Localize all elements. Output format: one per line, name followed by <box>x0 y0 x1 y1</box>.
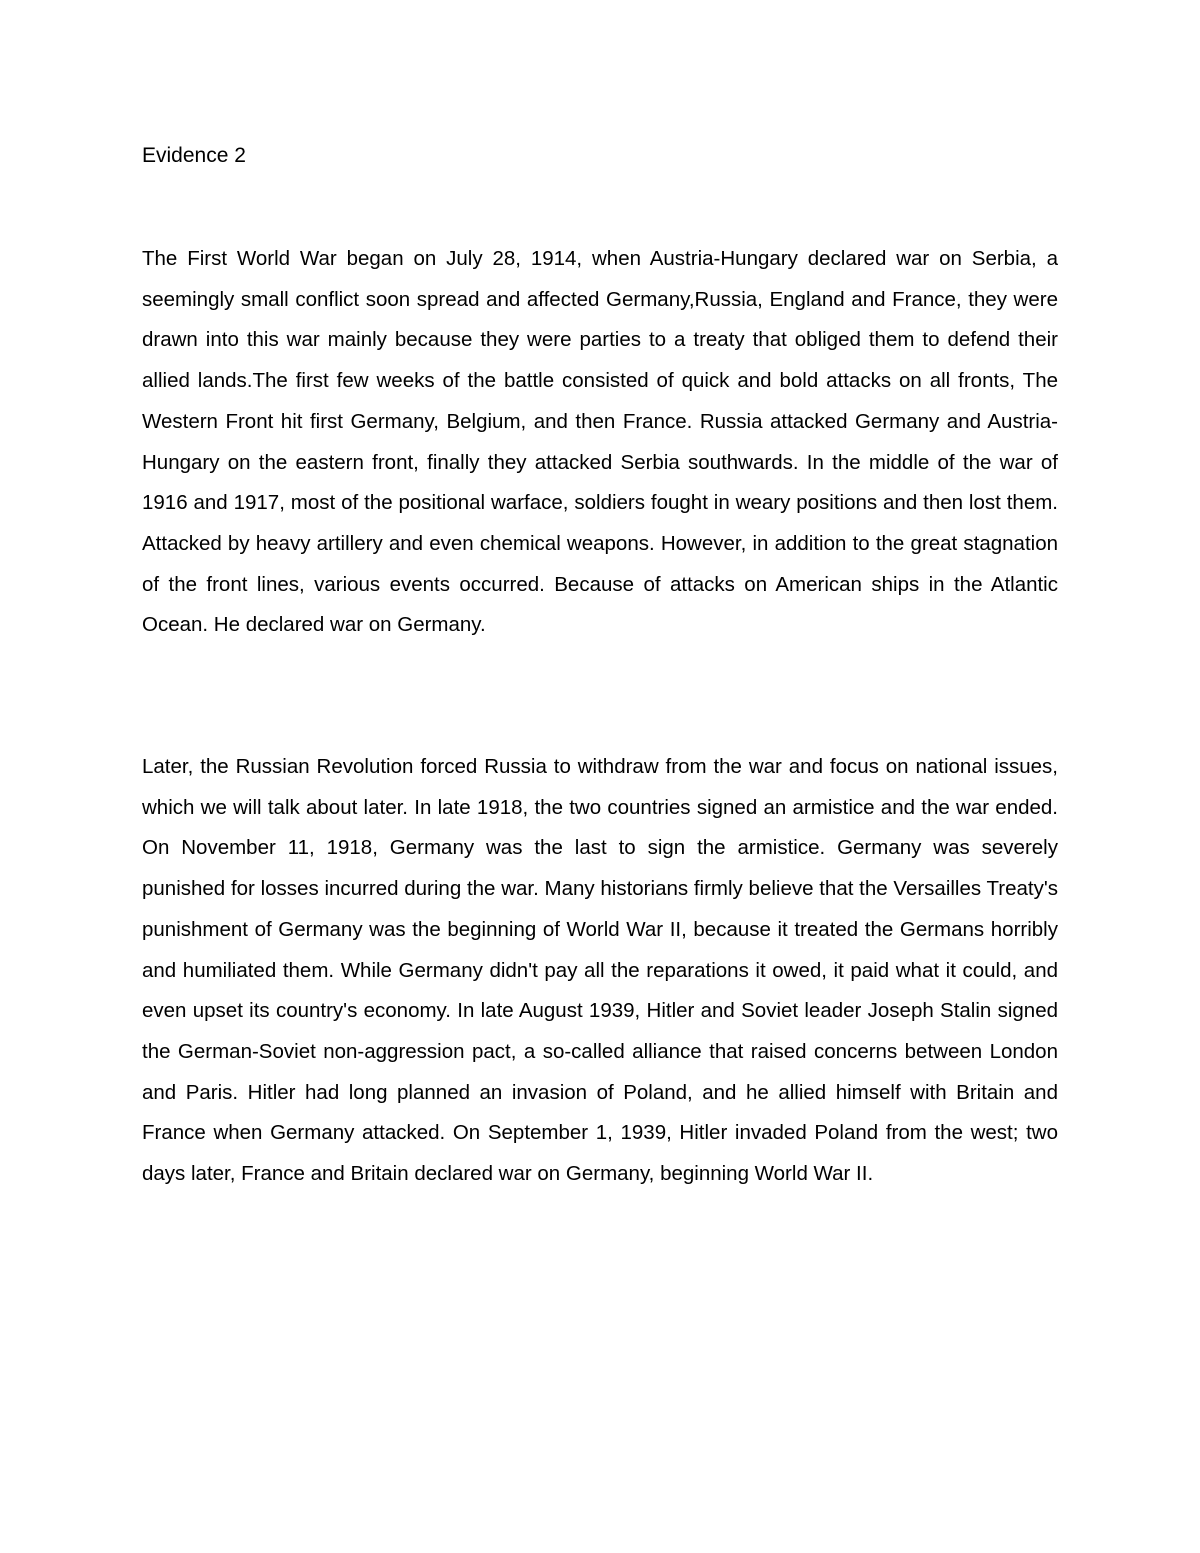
paragraph-first-world-war: The First World War began on July 28, 1914, when Austria-Hungary declared war on Serbia, a seemingly small conflict soon spread and affected Germany,Russia, England and France, they were drawn into this war mainly because they were parties to a treaty that obliged them to defend their allied lands.The first few weeks of the battle consisted of quick and bold attacks on all fronts, The Western Front hit first Germany, Belgium, and then France. Russia attacked Germany and Austria-Hungary on the eastern front, finally they attacked Serbia southwards. In the middle of the war of 1916 and 1917, most of the positional warface, soldiers fought in weary positions and then lost them. Attacked by heavy artillery and even chemical weapons. However, in addition to the great stagnation of the front lines, various events occurred. Because of attacks on American ships in the Atlantic Ocean. He declared war on Germany. <box>142 247 1058 637</box>
paragraph-aftermath-ww2: Later, the Russian Revolution forced Russia to withdraw from the war and focus on national issues, which we will talk about later. In late 1918, the two countries signed an armistice and the war ended. On November 11, 1918, Germany was the last to sign the armistice. Germany was severely punished for losses incurred during the war. Many historians firmly believe that the Versailles Treaty's punishment of Germany was the beginning of World War II, because it treated the Germans horribly and humiliated them. While Germany didn't pay all the reparations it owed, it paid what it could, and even upset its country's economy. In late August 1939, Hitler and Soviet leader Joseph Stalin signed the German-Soviet non-aggression pact, a so-called alliance that raised concerns between London and Paris. Hitler had long planned an invasion of Poland, and he allied himself with Britain and France when Germany attacked. On September 1, 1939, Hitler invaded Poland from the west; two days later, France and Britain declared war on Germany, beginning World War II. <box>142 755 1058 1186</box>
document-title: Evidence 2 <box>142 144 246 167</box>
